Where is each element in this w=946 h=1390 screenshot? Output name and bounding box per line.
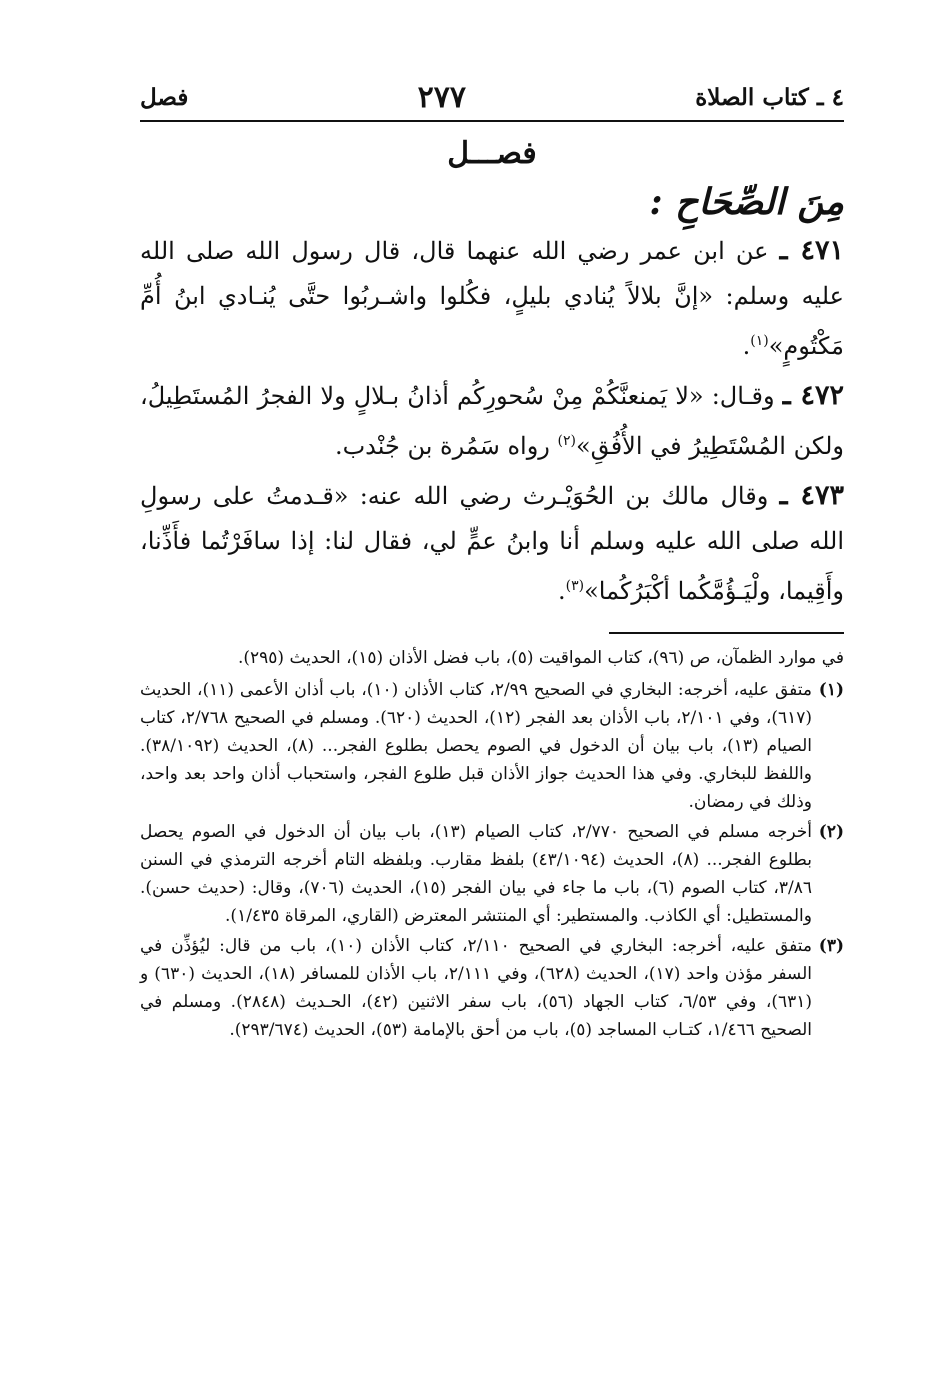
chapter-title: فصـــل (447, 136, 537, 171)
section-label: مِنَ الصِّحَاحِ : (649, 181, 844, 223)
footnote-continuation: في موارد الظمآن، ص (٩٦)، كتاب المواقيت (٥)، باب فضل الأذان (١٥)، الحديث (٢٩٥). (237, 648, 844, 668)
running-header (140, 82, 844, 122)
hadith-end: . (557, 577, 566, 605)
footnote (140, 818, 844, 930)
page-number: ٢٧٧ (417, 80, 466, 115)
hadith-text: وقال مالك بن الحُوَيْـرث رضي الله عنه: «قـدمتُ على رسولِ الله صلى الله عليه وسلم أنا وابنُ عمٍّ لي، فقال لنا: إذا سافَرْتُما فأَذِّنا، وأَقِيما، ولْيَـؤُمَّكُما أكْبَرُكُما» (140, 482, 844, 605)
footnote-marker: (١) (818, 680, 844, 700)
hadith-number: ٤٧٣ ـ (779, 480, 844, 511)
hadith-text: عن ابن عمر رضي الله عنهما قال، قال رسول الله صلى الله عليه وسلم: «إنَّ بلالاً يُنادي بليلٍ، فكُلوا واشـربُوا حتَّى يُنـادي ابنُ أُمِّ مَكْتُومٍ» (140, 237, 844, 360)
hadith-text: وقـال: «لا يَمنعنَّكُمْ مِنْ سُحورِكُم أذانُ بـلالٍ ولا الفجرُ المُستَطِيلُ، ولكن المُسْتَطِيرُ في الأُفُقِ» (140, 382, 844, 460)
footnote-ref: (٢) (557, 433, 576, 449)
hadith-end: رواه سَمُرة بن جُنْدب. (334, 432, 558, 460)
footnotes (140, 644, 844, 1044)
footnote-text: أخرجه مسلم في الصحيح ٢/٧٧٠، كتاب الصيام (١٣)، باب بيان أن الدخول في الصوم يحصل بطلوع الفجر... (٨)، الحديث (٤٣/١٠٩٤) بلفظ مقارب. وبلفظه التام أخرجه الترمذي في السنن ٣/٨٦، كتاب الصوم (٦)، باب ما جاء في بيان الفجر (١٥)، الحديث (٧٠٦)، وقال: (حديث حسن). والمستطيل: أي الكاذب. والمستطير: أي المنتشر المعترض (القاري، المرقاة ١/٤٣٥). (140, 822, 813, 926)
hadith-number: ٤٧٢ ـ (782, 380, 844, 411)
header-section: فصل (140, 84, 189, 111)
header-chapter: ٤ ـ كتاب الصلاة (695, 84, 844, 111)
footnote (140, 676, 844, 816)
hadith (140, 228, 844, 369)
footnote-text: متفق عليه، أخرجه: البخاري في الصحيح ٢/٩٩، كتاب الأذان (١٠)، باب أذان الأعمى (١١)، الحديث (٦١٧)، وفي ٢/١٠١، باب الأذان بعد الفجر (١٢)، الحديث (٦٢٠). ومسلم في الصحيح ٢/٧٦٨، كتاب الصيام (١٣)، باب بيان أن الدخول في الصوم يحصل بطلوع الفجر... (٨)، الحديث (٣٨/١٠٩٢). واللفظ للبخاري. وفي هذا الحديث جواز الأذان قبل طلوع الفجر، واستحباب أذان واحد بعد واحد، وذلك في رمضان. (140, 680, 812, 812)
footnote-marker: (٣) (818, 936, 844, 956)
hadith-number: ٤٧١ ـ (779, 235, 845, 266)
footnote-ref: (١) (750, 333, 769, 349)
hadith (140, 473, 844, 614)
footnote-marker: (٢) (818, 822, 844, 842)
footnote (140, 932, 844, 1044)
footnote-divider (609, 632, 844, 634)
hadith-end: . (742, 332, 751, 360)
hadith (140, 373, 844, 469)
footnote-text: متفق عليه، أخرجه: البخاري في الصحيح ٢/١١٠، كتاب الأذان (١٠)، باب من قال: ليُؤذِّن في السفر مؤذن واحد (١٧)، الحديث (٦٢٨)، وفي ٢/١١١، باب الأذان للمسافر (١٨)، الحديث (٦٣٠) و (٦٣١)، وفي ٦/٥٣، كتاب الجهاد (٥٦)، باب سفر الاثنين (٤٢)، الحـديث (٢٨٤٨). ومسلم في الصحيح ١/٤٦٦، كتـاب المساجد (٥)، باب من أحق بالإمامة (٥٣)، الحديث (٢٩٣/٦٧٤). (140, 936, 813, 1040)
footnote-ref: (٣) (565, 578, 585, 594)
